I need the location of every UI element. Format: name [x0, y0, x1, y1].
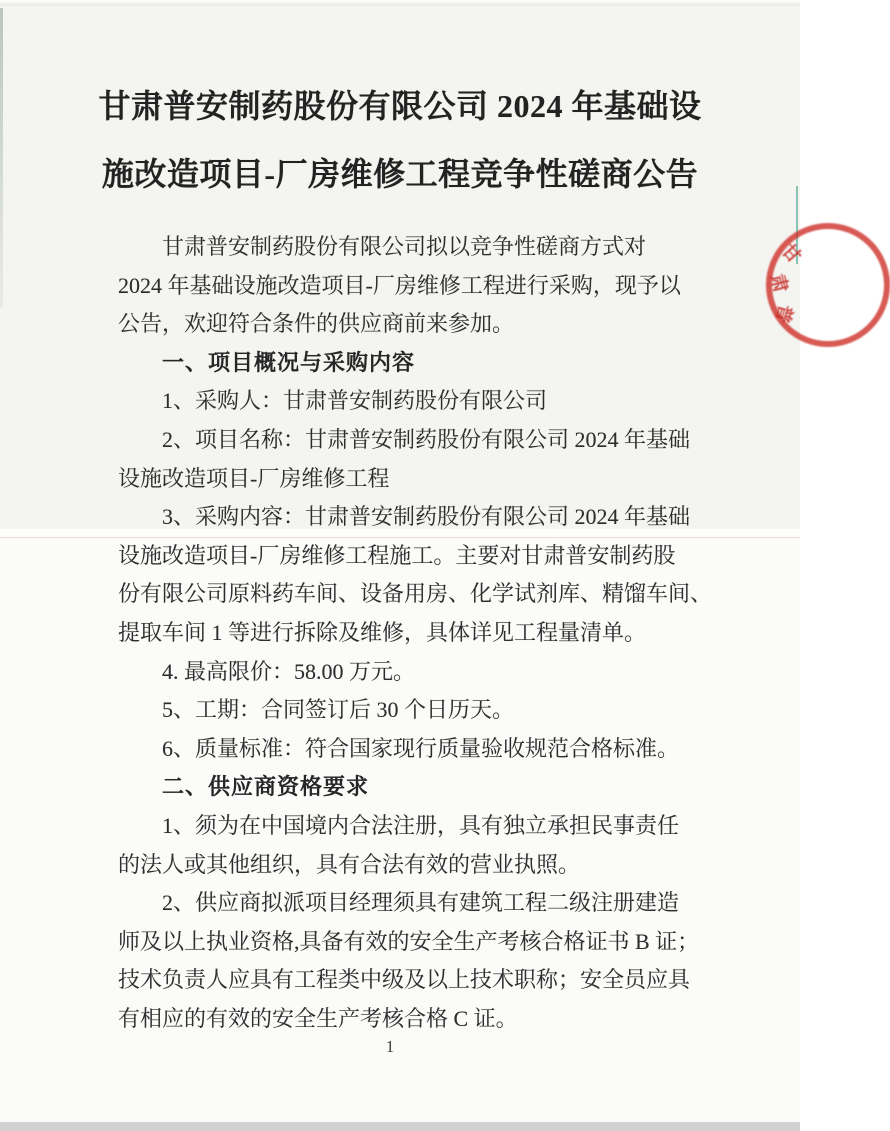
- scan-edge-bottom: [0, 1122, 800, 1131]
- document-title-line2: 施改造项目-厂房维修工程竞争性磋商公告: [101, 156, 699, 192]
- seal-character: 甘: [777, 240, 805, 268]
- body-line: 甘肃普安制药股份有限公司拟以竞争性磋商方式对: [162, 234, 647, 259]
- body-line: 1、须为在中国境内合法注册，具有独立承担民事责任: [162, 812, 680, 838]
- section-heading-project-overview: 一、项目概况与采购内容: [162, 349, 416, 375]
- body-line: 2、项目名称：甘肃普安制药股份有限公司 2024 年基础: [162, 426, 691, 452]
- seal-character: 肃: [767, 272, 791, 295]
- section-heading-supplier-qualification: 二、供应商资格要求: [162, 774, 370, 800]
- body-line: 1、采购人：甘肃普安制药股份有限公司: [162, 388, 548, 414]
- body-line: 3、采购内容：甘肃普安制药股份有限公司 2024 年基础: [162, 504, 691, 530]
- document-title: [0, 72, 800, 208]
- seal-character: 普: [771, 302, 797, 326]
- body-line: 的法人或其他组织，具有合法有效的营业执照。: [118, 851, 581, 877]
- scan-edge-top: [0, 0, 800, 6]
- page-number: 1: [385, 1037, 395, 1056]
- body-line: 有相应的有效的安全生产考核合格 C 证。: [118, 1005, 518, 1031]
- body-line: 公告，欢迎符合条件的供应商前来参加。: [118, 311, 515, 337]
- body-line: 5、工期：合同签订后 30 个日历天。: [162, 697, 515, 723]
- body-line: 设施改造项目-厂房维修工程: [118, 465, 390, 491]
- body-line: 师及以上执业资格,具备有效的安全生产考核合格证书 B 证；: [118, 928, 700, 954]
- document-title-line1: 甘肃普安制药股份有限公司 2024 年基础设: [98, 88, 702, 124]
- body-line: 提取车间 1 等进行拆除及维修，具体详见工程量清单。: [118, 619, 647, 645]
- body-line: 份有限公司原料药车间、设备用房、化学试剂库、精馏车间、: [118, 581, 713, 607]
- body-line: 2024 年基础设施改造项目-厂房维修工程进行采购，现予以: [118, 272, 681, 298]
- body-line: 2、供应商拟派项目经理须具有建筑工程二级注册建造: [162, 890, 680, 916]
- document-body: [118, 228, 758, 1038]
- body-line: 技术负责人应具有工程类中级及以上技术职称；安全员应具: [118, 967, 691, 993]
- body-line: 6、质量标准：符合国家现行质量验收规范合格标准。: [162, 735, 680, 761]
- body-line: 设施改造项目-厂房维修工程施工。主要对甘肃普安制药股: [118, 542, 676, 568]
- body-line: 4. 最高限价：58.00 万元。: [162, 658, 416, 684]
